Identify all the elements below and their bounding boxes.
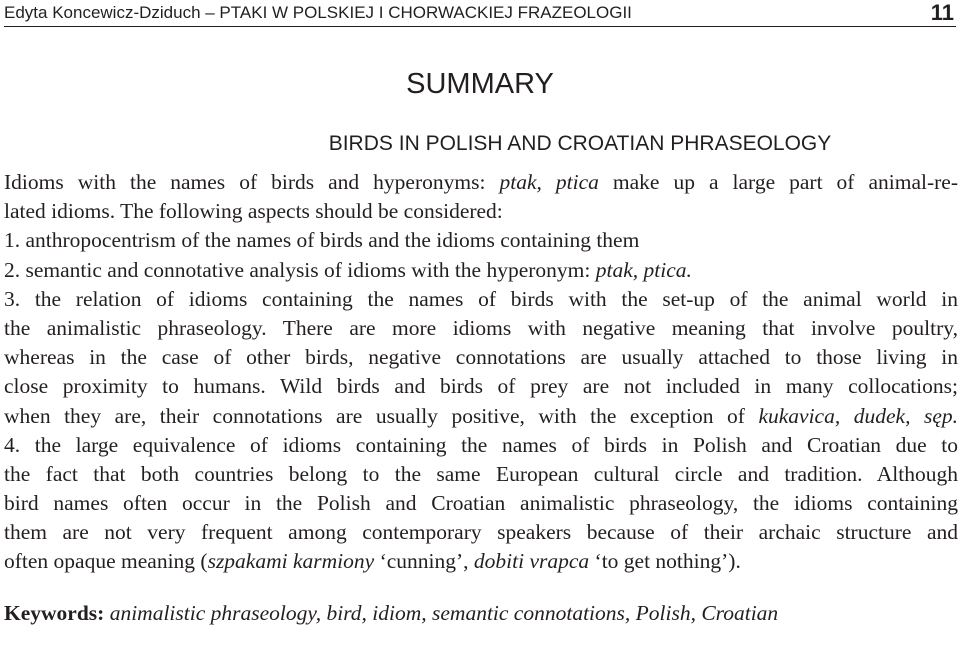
body-line-11: the fact that both countries belong to the same European cultural circle and tradition. Although <box>4 461 958 486</box>
body-line-3: 1. anthropocentrism of the names of birds and the idioms containing them <box>4 228 640 253</box>
body-line-8: close proximity to humans. Wild birds and birds of prey are not included in many collocations; <box>4 374 958 399</box>
summary-body <box>4 168 958 628</box>
summary-subtitle: BIRDS IN POLISH AND CROATIAN PHRASEOLOGY <box>328 132 832 155</box>
running-title: Edyta Koncewicz-Dziduch – PTAKI W POLSKIEJ I CHORWACKIEJ FRAZEOLOGII <box>4 3 632 22</box>
body-line-10: 4. the large equivalence of idioms containing the names of birds in Polish and Croatian due to <box>4 432 958 457</box>
body-line-14: often opaque meaning (szpakami karmiony ‘cunning’, dobiti vrapca ‘to get nothing’). <box>4 549 741 574</box>
body-line-4: 2. semantic and connotative analysis of idioms with the hyperonym: ptak, ptica. <box>4 257 692 282</box>
body-line-6: the animalistic phraseology. There are more idioms with negative meaning that involve poultry, <box>4 315 958 340</box>
body-line-5: 3. the relation of idioms containing the names of birds with the set-up of the animal world in <box>4 286 958 311</box>
body-line-2: lated idioms. The following aspects should be considered: <box>4 199 503 224</box>
body-line-9: when they are, their connotations are usually positive, with the exception of kukavica, dudek, sęp. <box>4 403 958 428</box>
body-line-12: bird names often occur in the Polish and Croatian animalistic phraseology, the idioms containing <box>4 491 958 516</box>
body-line-13: them are not very frequent among contemporary speakers because of their archaic structure and <box>4 520 958 545</box>
body-line-1: Idioms with the names of birds and hyperonyms: ptak, ptica make up a large part of animal-re- <box>4 170 959 194</box>
keywords-line <box>4 599 958 628</box>
keywords-label: Keywords: <box>4 600 105 625</box>
page-number: 11 <box>930 0 954 25</box>
body-line-7: whereas in the case of other birds, negative connotations are usually attached to those living in <box>4 345 958 370</box>
keywords-value: animalistic phraseology, bird, idiom, semantic connotations, Polish, Croatian <box>104 600 779 625</box>
summary-title: SUMMARY <box>406 68 554 100</box>
running-header <box>4 0 956 27</box>
